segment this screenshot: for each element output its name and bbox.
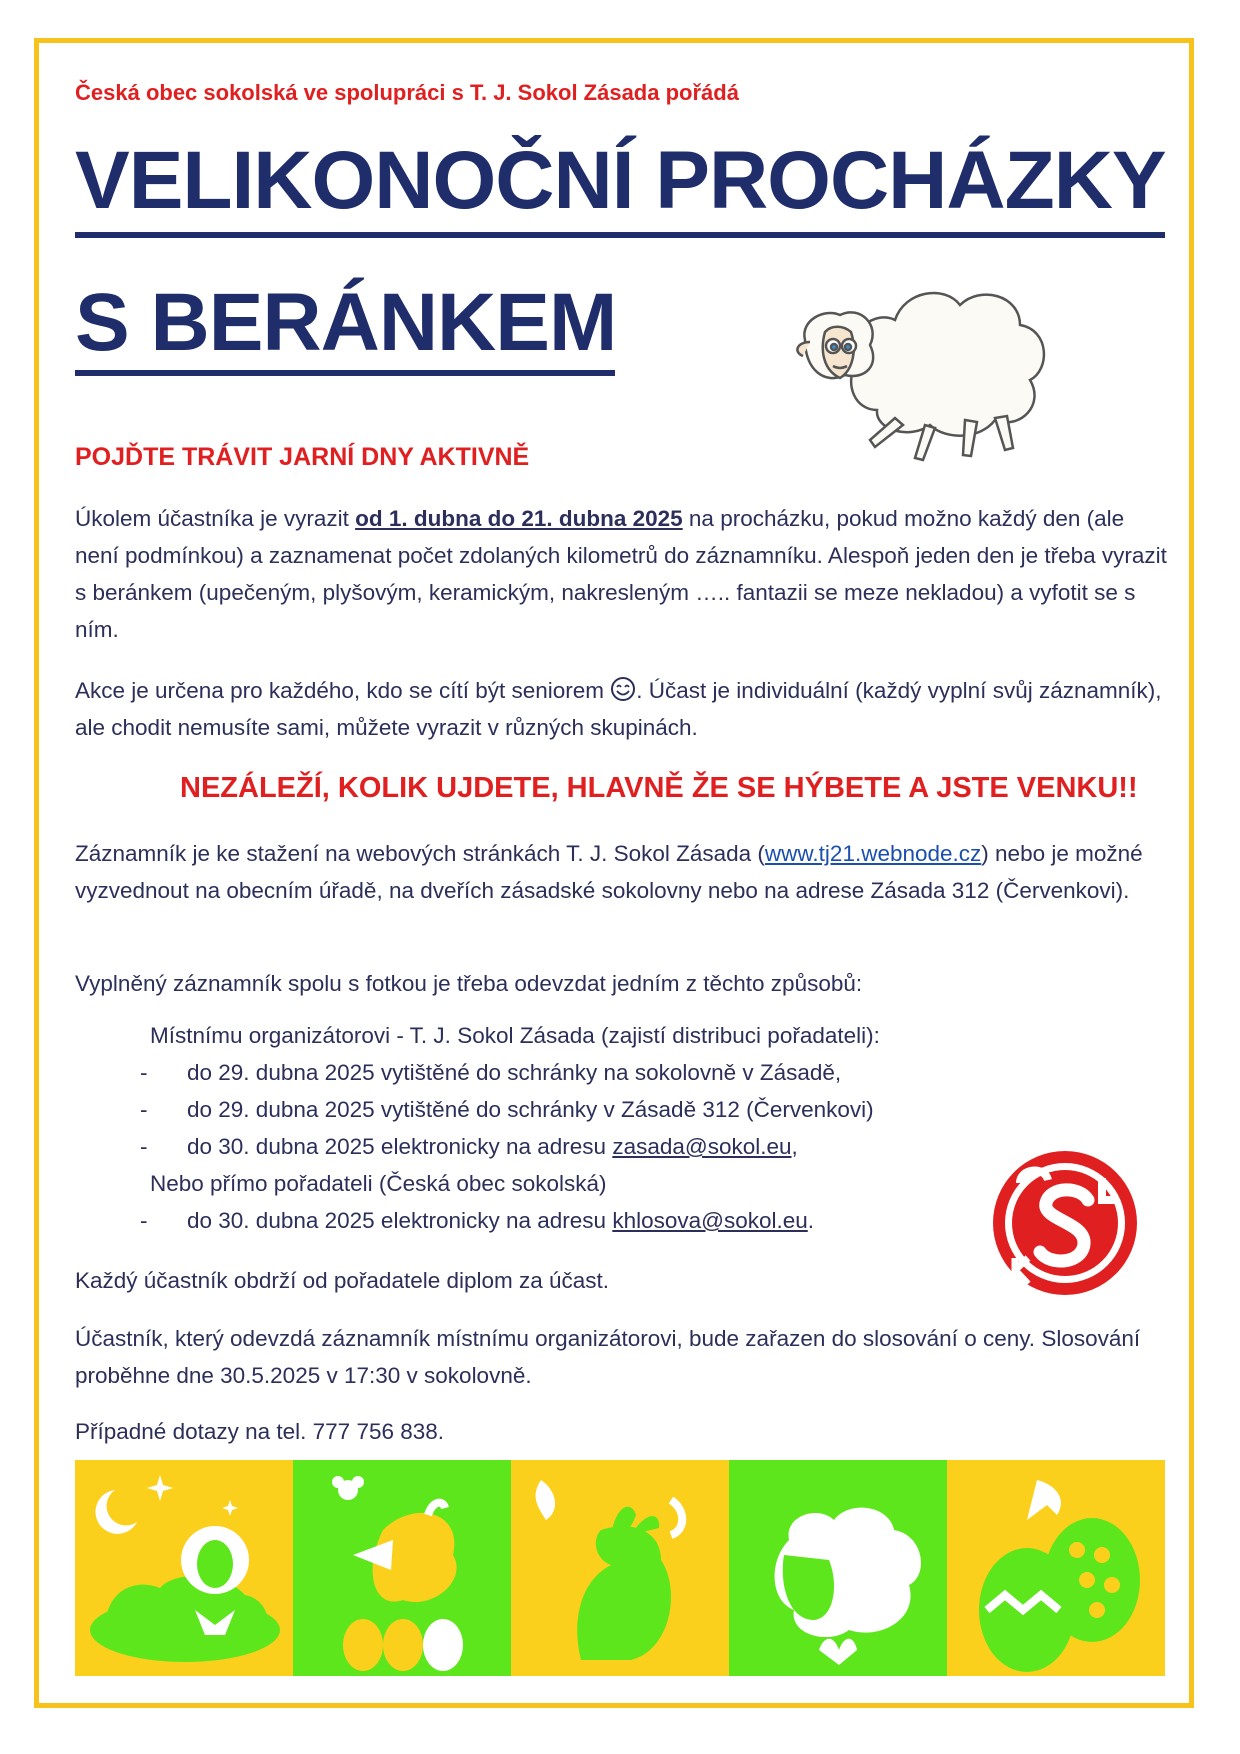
title-underline-2: [75, 370, 615, 376]
direct-organizer-heading: Nebo přímo pořadateli (Česká obec sokolská): [150, 1171, 607, 1196]
paragraph-contact: Případné dotazy na tel. 777 756 838.: [75, 1419, 445, 1444]
tile-lamb-cake: [75, 1460, 293, 1676]
list-item: - do 30. dubna 2025 elektronicky na adresu zasada@sokol.eu,: [140, 1134, 798, 1159]
local-organizer-heading: Místnímu organizátorovi - T. J. Sokol Zásada (zajistí distribuci pořadateli):: [150, 1023, 880, 1048]
paragraph-download: [75, 835, 1170, 909]
tile-sheep: [729, 1460, 947, 1676]
paragraph-diploma: Každý účastník obdrží od pořadatele diplom za účast.: [75, 1268, 610, 1293]
tile-chicken: [293, 1460, 511, 1676]
paragraph-lottery: Účastník, který odevzdá záznamník místnímu organizátorovi, bude zařazen do slosování o ceny. Slosování proběhne dne 30.5.2025 v 17:30 v sokolovně.: [75, 1326, 1141, 1388]
motivation-banner: NEZÁLEŽÍ, KOLIK UJDETE, HLAVNĚ ŽE SE HÝBETE A JSTE VENKU!!: [180, 772, 1138, 804]
website-link[interactable]: www.tj21.webnode.cz: [764, 841, 982, 866]
section-subtitle: POJĎTE TRÁVIT JARNÍ DNY AKTIVNĚ: [75, 443, 530, 471]
title-underline-1: [75, 232, 1165, 238]
audience-text-end: . Účast je individuální (každý vyplní svůj záznamník), ale chodit nemusíte sami, můžete vyrazit v různých skupinách.: [75, 678, 1162, 740]
email-link-khlosova[interactable]: khlosova@sokol.eu: [612, 1208, 808, 1233]
intro-line: Česká obec sokolská ve spolupráci s T. J. Sokol Zásada pořádá: [75, 80, 739, 105]
sheep-illustration: [785, 270, 1055, 470]
download-text-start: Záznamník je ke stažení na webových stránkách T. J. Sokol Zásada (: [75, 841, 765, 866]
task-dates: od 1. dubna do 21. dubna 2025: [355, 506, 683, 531]
list-item: - do 30. dubna 2025 elektronicky na adresu khlosova@sokol.eu.: [140, 1208, 815, 1233]
paragraph-task: [75, 500, 1170, 648]
paragraph-audience: [75, 672, 1170, 746]
list-item: - do 29. dubna 2025 vytištěné do schránky v Zásadě 312 (Červenkovi): [140, 1097, 874, 1122]
task-text-end: na procházku, pokud možno každý den (ale není podmínkou) a zaznamenat počet zdolaných kilometrů do záznamníku. Alespoň jeden den je třeba vyrazit s beránkem (upečeným, plyšovým, keramickým, nakresleným ….. fantazii se meze nekladou) a vyfotit se s ním.: [75, 506, 1167, 642]
title-line-2: S BERÁNKEM: [75, 277, 617, 368]
delivery-list: [140, 1017, 880, 1239]
tile-easter-eggs: [947, 1460, 1165, 1676]
title-line-1: VELIKONOČNÍ PROCHÁZKY: [75, 135, 1166, 226]
paragraph-submit: Vyplněný záznamník spolu s fotkou je třeba odevzdat jedním z těchto způsobů:: [75, 971, 863, 996]
download-text-end: ) nebo je možné vyzvednout na obecním úřadě, na dveřích zásadské sokolovny nebo na adrese Zásada 312 (Červenkovi).: [75, 841, 1143, 903]
task-text-start: Úkolem účastníka je vyrazit: [75, 506, 356, 531]
easter-tiles-strip: [75, 1460, 1165, 1676]
list-item: - do 29. dubna 2025 vytištěné do schránky na sokolovně v Zásadě,: [140, 1060, 842, 1085]
smiley-icon: [610, 676, 636, 702]
email-link-zasada[interactable]: zasada@sokol.eu: [612, 1134, 792, 1159]
audience-text-start: Akce je určena pro každého, kdo se cítí být seniorem: [75, 678, 611, 703]
tile-rabbit: [511, 1460, 729, 1676]
